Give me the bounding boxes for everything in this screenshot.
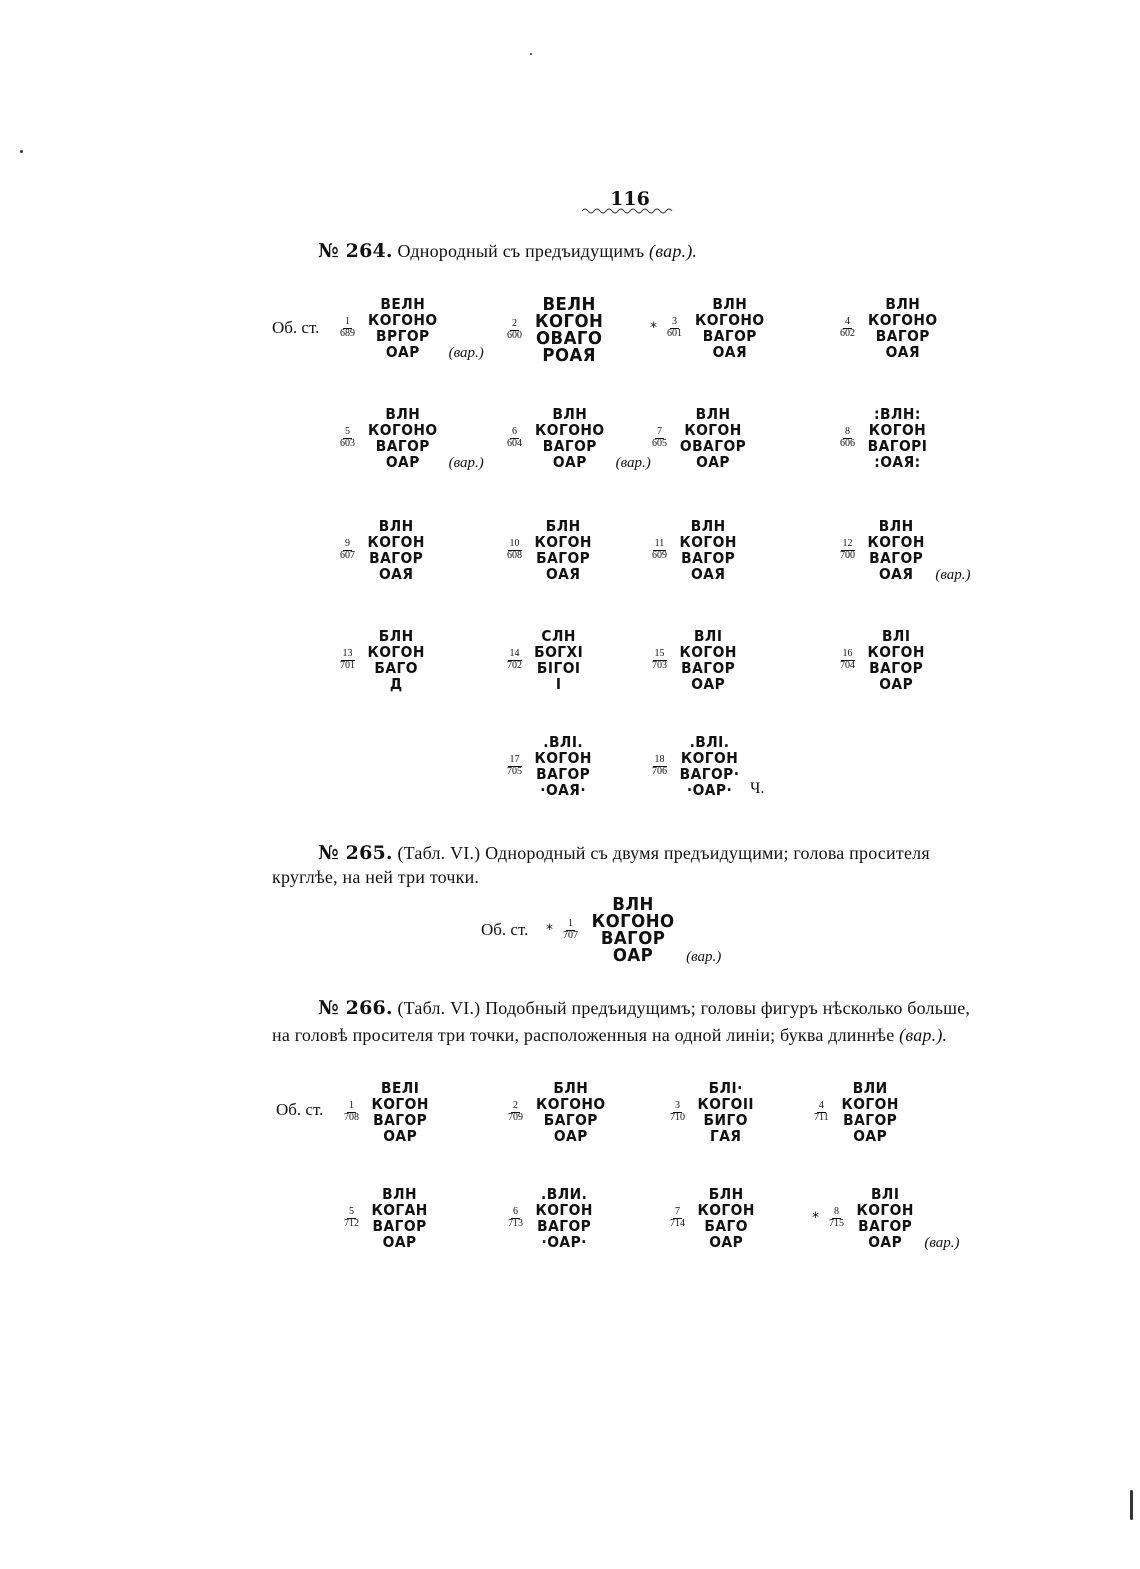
coin-entry xyxy=(812,1080,901,1144)
coin-entry xyxy=(506,1080,609,1144)
legend-line: СЛН xyxy=(541,627,576,645)
coin-index: 10 xyxy=(509,538,520,549)
legend-line: БЛН xyxy=(378,627,414,645)
coin-number-fraction xyxy=(505,539,524,561)
coin-index: 1 xyxy=(568,918,573,929)
variant-mark: (вар.) xyxy=(924,1235,960,1251)
variant-mark: (вар.) xyxy=(935,567,971,583)
legend-line: ВЛН xyxy=(382,1185,418,1203)
coin-legend xyxy=(868,296,938,360)
legend-line: ОАЯ xyxy=(712,343,748,361)
coin-catalog-number: 606 xyxy=(840,437,855,449)
legend-line: ОАР xyxy=(879,675,914,693)
coin-number-fraction xyxy=(506,1101,525,1123)
entry-266-line2-wrap xyxy=(272,1022,947,1049)
legend-line: ВАГОР xyxy=(869,659,924,677)
coin-catalog-number: 715 xyxy=(829,1217,844,1229)
coin-legend xyxy=(368,406,438,470)
coin-catalog-number: 602 xyxy=(840,327,855,339)
coin-catalog-number: 701 xyxy=(340,659,355,671)
coin-entry xyxy=(838,406,930,470)
legend-line: ВАГОР xyxy=(681,659,736,677)
legend-line: БІГОІ xyxy=(536,659,581,677)
coin-legend xyxy=(592,896,675,964)
entry-266-heading xyxy=(318,994,970,1023)
coin-index: 5 xyxy=(349,1206,354,1217)
legend-line: КОГОН xyxy=(867,533,925,551)
coin-index: 4 xyxy=(845,316,850,327)
coin-entry xyxy=(342,1186,430,1250)
legend-line: ОАЯ xyxy=(378,565,414,583)
coin-entry xyxy=(668,1080,756,1144)
coin-catalog-number: 601 xyxy=(667,327,682,339)
legend-line: КОГОНО xyxy=(368,421,438,439)
legend-line: КОГОН xyxy=(684,421,742,439)
coin-index: 17 xyxy=(509,754,520,765)
legend-line: ВЛІ xyxy=(870,1185,900,1203)
coin-catalog-number: 700 xyxy=(840,549,855,561)
coin-legend xyxy=(841,1080,898,1144)
coin-number-fraction xyxy=(342,1207,361,1229)
coin-legend xyxy=(680,406,746,470)
coin-entry xyxy=(505,518,594,582)
coin-legend xyxy=(867,628,924,692)
entry-265-line2: круглѣе, на ней три точки. xyxy=(272,867,480,887)
coin-number-fraction xyxy=(505,319,524,341)
legend-line: КОГОНО xyxy=(536,1095,606,1113)
legend-line: ОАЯ xyxy=(545,565,581,583)
variant-mark: (вар.) xyxy=(615,455,651,471)
legend-line: БАГОР xyxy=(543,1111,598,1129)
legend-line: БИГО xyxy=(703,1111,748,1129)
coin-catalog-number: 706 xyxy=(652,765,667,777)
coin-legend xyxy=(368,296,438,360)
variant-mark: (вар.) xyxy=(686,949,722,965)
coin-catalog-number: 604 xyxy=(507,437,522,449)
coin-legend xyxy=(367,628,424,692)
coin-entry xyxy=(838,628,927,692)
coin-catalog-number: 607 xyxy=(340,549,355,561)
coin-index: 16 xyxy=(842,648,853,659)
coin-entry xyxy=(650,734,764,798)
coin-entry xyxy=(505,296,606,364)
coin-entry xyxy=(338,628,427,692)
coin-catalog-number: 609 xyxy=(652,549,667,561)
legend-line: КОГОН xyxy=(680,749,739,767)
coin-number-fraction xyxy=(506,1207,525,1229)
legend-line: ОАР xyxy=(696,453,731,471)
legend-line: КОГОНО xyxy=(535,421,605,439)
legend-line: КОГОН xyxy=(367,533,425,551)
coin-legend xyxy=(367,518,424,582)
entry-265-line1: (Табл. VI.) Однородный съ двумя предъидущими; голова просителя xyxy=(397,843,930,863)
entry-265-number: № 265. xyxy=(318,842,393,864)
legend-line: ВАГОР xyxy=(373,1111,428,1129)
coin-index: 2 xyxy=(513,1100,518,1111)
legend-line: ВАГОР xyxy=(869,549,924,567)
legend-line: ВАГОР xyxy=(369,549,424,567)
coin-index: 7 xyxy=(657,426,662,437)
legend-line: ВЛН xyxy=(378,517,414,535)
scan-speck xyxy=(530,53,532,55)
coin-legend xyxy=(534,734,591,798)
legend-line: КОГОН xyxy=(534,311,604,332)
legend-line: ВЕЛІ xyxy=(380,1079,420,1097)
legend-line: .ВЛІ. xyxy=(689,733,730,751)
legend-line: ОАР xyxy=(385,343,420,361)
coin-catalog-number: 707 xyxy=(563,929,578,941)
legend-line: ГАЯ xyxy=(709,1127,742,1145)
coin-number-fraction xyxy=(561,919,580,941)
legend-line: ·ОАР· xyxy=(686,781,733,799)
coin-legend xyxy=(697,1080,754,1144)
coin-number-fraction xyxy=(505,755,524,777)
coin-entry xyxy=(668,1186,757,1250)
legend-line: ОАЯ xyxy=(885,343,921,361)
entry-264-variant: (вар.). xyxy=(649,241,698,261)
coin-index: 4 xyxy=(818,1100,824,1111)
legend-line: ВАГОРІ xyxy=(867,437,928,455)
legend-line: КОГОН xyxy=(679,533,737,551)
entry-264-text: Однородный съ предъидущимъ xyxy=(397,241,645,261)
legend-line: БАГОР xyxy=(536,549,591,567)
coin-catalog-number: 710 xyxy=(670,1111,685,1123)
legend-line: ОАР xyxy=(709,1233,744,1251)
coin-entry xyxy=(650,406,749,470)
coin-catalog-number: 600 xyxy=(507,329,522,341)
entry-266-line1: (Табл. VI.) Подобный предъидущимъ; головы фигуръ нѣсколько больше, xyxy=(397,998,971,1018)
legend-line: ОАР xyxy=(553,1127,588,1145)
coin-catalog-number: 702 xyxy=(507,659,522,671)
legend-line: БЛН xyxy=(708,1185,744,1203)
coin-number-fraction xyxy=(665,317,684,339)
coin-entry xyxy=(650,518,739,582)
legend-line: ОАР xyxy=(383,1127,418,1145)
legend-line: ВЛІ xyxy=(693,627,723,645)
legend-line: ОАР xyxy=(852,1127,887,1145)
coin-index: 3 xyxy=(672,316,677,327)
legend-line: ВЛН xyxy=(695,405,731,423)
legend-line: ОАЯ xyxy=(690,565,726,583)
coin-index: 14 xyxy=(509,648,520,659)
coin-number-fraction xyxy=(827,1207,846,1229)
coin-index: 18 xyxy=(654,754,665,765)
coin-index: 8 xyxy=(845,426,850,437)
coin-legend xyxy=(679,518,736,582)
legend-line: КОГОІІ xyxy=(697,1095,755,1113)
legend-line: ВАГОР xyxy=(536,765,591,783)
coin-legend xyxy=(535,1186,592,1250)
legend-line: БАГО xyxy=(374,659,418,677)
legend-line: ВАГОР xyxy=(600,928,666,949)
coin-legend xyxy=(695,296,765,360)
coin-catalog-number: 605 xyxy=(652,437,667,449)
legend-line: КОГОН xyxy=(535,1201,593,1219)
coin-index: 6 xyxy=(512,426,517,437)
coin-entry xyxy=(650,628,739,692)
coin-number-fraction xyxy=(505,427,524,449)
coin-legend xyxy=(371,1186,427,1250)
legend-line: КОГОН xyxy=(534,749,592,767)
coin-number-fraction xyxy=(338,427,357,449)
coin-catalog-number: 603 xyxy=(340,437,355,449)
coin-entry xyxy=(338,518,427,582)
coin-catalog-number: 703 xyxy=(652,659,667,671)
coin-index: 2 xyxy=(512,318,517,329)
legend-line: ВАГОР· xyxy=(679,765,740,783)
wavy-underline xyxy=(582,206,674,216)
legend-line: БАГО xyxy=(704,1217,748,1235)
coin-catalog-number: 713 xyxy=(508,1217,523,1229)
legend-line: ВЛН xyxy=(612,894,654,915)
coin-number-fraction xyxy=(650,755,669,777)
legend-line: І xyxy=(555,675,562,693)
coin-index: 8 xyxy=(834,1206,839,1217)
coin-catalog-number: 608 xyxy=(507,549,522,561)
legend-line: ВЛН xyxy=(385,405,421,423)
coin-catalog-number: 709 xyxy=(508,1111,523,1123)
legend-line: ВАГОР xyxy=(372,1217,427,1235)
coin-legend xyxy=(680,734,740,798)
coin-catalog-number: 708 xyxy=(344,1111,359,1123)
coin-number-fraction xyxy=(342,1101,361,1123)
legend-line: Д xyxy=(389,675,403,693)
legend-line: ВАГОР xyxy=(858,1217,913,1235)
legend-line: КОГОН xyxy=(367,643,425,661)
legend-line: КОГОНО xyxy=(368,311,438,329)
legend-line: ВЛИ xyxy=(852,1079,888,1097)
coin-index: 5 xyxy=(345,426,350,437)
entry-266-variant: (вар.). xyxy=(899,1025,948,1045)
coin-entry xyxy=(506,1186,595,1250)
coin-legend xyxy=(697,1186,754,1250)
asterisk-mark: * xyxy=(812,1210,819,1226)
coin-index: 3 xyxy=(675,1100,680,1111)
entry-266-line2: на головѣ просителя три точки, расположенныя на одной линіи; буква длиннѣе xyxy=(272,1025,895,1045)
coin-index: 7 xyxy=(675,1206,680,1217)
legend-line: ВАГОР xyxy=(875,327,930,345)
legend-line: БЛН xyxy=(545,517,581,535)
legend-line: КОГОН xyxy=(371,1095,429,1113)
legend-line: ОАР xyxy=(868,1233,903,1251)
legend-line: ВЛН xyxy=(885,295,921,313)
coin-number-fraction xyxy=(838,649,857,671)
coin-number-fraction xyxy=(668,1101,687,1123)
coin-legend xyxy=(371,1080,428,1144)
coin-legend xyxy=(535,296,603,364)
legend-line: ВЛІ xyxy=(881,627,911,645)
extra-mark: Ч. xyxy=(750,780,765,797)
coin-number-fraction xyxy=(838,317,857,339)
legend-line: БЛІ· xyxy=(708,1079,743,1097)
legend-line: КОГОНО xyxy=(591,911,675,932)
legend-line: ВЕЛН xyxy=(542,294,596,315)
coin-index: 6 xyxy=(513,1206,518,1217)
page-number: 116 xyxy=(610,188,650,210)
coin-entry xyxy=(505,628,585,692)
coin-entry xyxy=(342,1080,431,1144)
coin-number-fraction xyxy=(812,1101,831,1123)
coin-index: 15 xyxy=(654,648,665,659)
coin-number-fraction xyxy=(505,649,524,671)
coin-legend xyxy=(868,406,928,470)
legend-line: ВЛН xyxy=(552,405,588,423)
legend-line: КОГОН xyxy=(841,1095,899,1113)
scan-speck xyxy=(1130,1490,1133,1520)
coin-index: 11 xyxy=(654,538,665,549)
coin-number-fraction xyxy=(838,539,857,561)
legend-line: КОГОН xyxy=(856,1201,914,1219)
coin-number-fraction xyxy=(338,317,357,339)
legend-line: ОАР xyxy=(612,945,654,966)
legend-line: ОАР xyxy=(382,1233,417,1251)
legend-line: ВЕЛН xyxy=(380,295,426,313)
legend-line: ВЛН xyxy=(878,517,914,535)
legend-line: ВАГОР xyxy=(375,437,430,455)
coin-catalog-number: 712 xyxy=(344,1217,359,1229)
legend-line: :ВЛН: xyxy=(874,405,921,423)
coin-catalog-number: 689 xyxy=(340,327,355,339)
coin-number-fraction xyxy=(838,427,857,449)
coin-legend xyxy=(856,1186,913,1250)
coin-entry xyxy=(838,518,971,582)
legend-line: КОГОНО xyxy=(868,311,938,329)
scan-speck xyxy=(20,150,23,153)
coin-index: 12 xyxy=(842,538,853,549)
legend-line: ВЛН xyxy=(690,517,726,535)
legend-line: КОГАН xyxy=(371,1201,428,1219)
coin-number-fraction xyxy=(338,539,357,561)
coin-number-fraction xyxy=(338,649,357,671)
coin-entry xyxy=(505,734,594,798)
coin-number-fraction xyxy=(650,649,669,671)
coin-index: 13 xyxy=(342,648,353,659)
legend-line: ОВАГОР xyxy=(679,437,747,455)
legend-line: КОГОН xyxy=(534,533,592,551)
coin-legend xyxy=(535,406,605,470)
legend-line: ВРГОР xyxy=(376,327,430,345)
coin-entry xyxy=(650,296,768,360)
legend-line: ВАГОР xyxy=(537,1217,592,1235)
coin-entry xyxy=(338,406,484,470)
coin-legend xyxy=(534,518,591,582)
coin-legend xyxy=(536,1080,606,1144)
coin-legend xyxy=(867,518,924,582)
coin-catalog-number: 714 xyxy=(670,1217,685,1229)
coin-entry xyxy=(505,406,651,470)
coin-index: 1 xyxy=(349,1100,354,1111)
legend-line: .ВЛІ. xyxy=(543,733,584,751)
entry-266-number: № 266. xyxy=(318,997,393,1019)
legend-line: ВАГОР xyxy=(542,437,597,455)
entry-264-heading xyxy=(318,237,697,266)
coin-entry xyxy=(812,1186,960,1250)
coin-number-fraction xyxy=(650,427,669,449)
legend-line: :ОАЯ: xyxy=(874,453,921,471)
obverse-label-264: Об. ст. xyxy=(272,318,320,337)
legend-line: БЛН xyxy=(553,1079,589,1097)
legend-line: ·ОАЯ· xyxy=(540,781,587,799)
coin-entry xyxy=(338,296,484,360)
legend-line: КОГОН xyxy=(867,643,925,661)
obverse-label-266: Об. ст. xyxy=(276,1100,324,1119)
legend-line: ОАЯ xyxy=(878,565,914,583)
legend-line: .ВЛИ. xyxy=(541,1185,588,1203)
coin-legend xyxy=(534,628,583,692)
legend-line: ·ОАР· xyxy=(541,1233,587,1251)
coin-number-fraction xyxy=(650,539,669,561)
coin-catalog-number: 704 xyxy=(840,659,855,671)
legend-line: ОАР xyxy=(385,453,420,471)
legend-line: КОГОН xyxy=(679,643,737,661)
legend-line: ВАГОР xyxy=(842,1111,897,1129)
obverse-label-265: Об. ст. xyxy=(481,920,529,939)
legend-line: ВЛН xyxy=(712,295,748,313)
coin-catalog-number: 711 xyxy=(814,1111,829,1123)
legend-line: ОАР xyxy=(552,453,587,471)
legend-line: КОГОНО xyxy=(695,311,765,329)
legend-line: ОВАГО xyxy=(535,328,603,349)
asterisk-mark: * xyxy=(546,922,553,938)
legend-line: КОГОН xyxy=(868,421,927,439)
coin-entry xyxy=(546,896,721,964)
legend-line: ВАГОР xyxy=(702,327,757,345)
legend-line: ОАР xyxy=(691,675,726,693)
asterisk-mark: * xyxy=(650,320,657,336)
entry-264-number: № 264. xyxy=(318,240,393,262)
variant-mark: (вар.) xyxy=(448,345,484,361)
coin-number-fraction xyxy=(668,1207,687,1229)
legend-line: БОГХІ xyxy=(534,643,584,661)
legend-line: ВАГОР xyxy=(681,549,736,567)
variant-mark: (вар.) xyxy=(448,455,484,471)
legend-line: РОАЯ xyxy=(542,345,596,366)
coin-index: 9 xyxy=(345,538,350,549)
coin-legend xyxy=(679,628,736,692)
legend-line: КОГОН xyxy=(697,1201,755,1219)
coin-catalog-number: 705 xyxy=(507,765,522,777)
coin-index: 1 xyxy=(345,316,350,327)
coin-entry xyxy=(838,296,941,360)
